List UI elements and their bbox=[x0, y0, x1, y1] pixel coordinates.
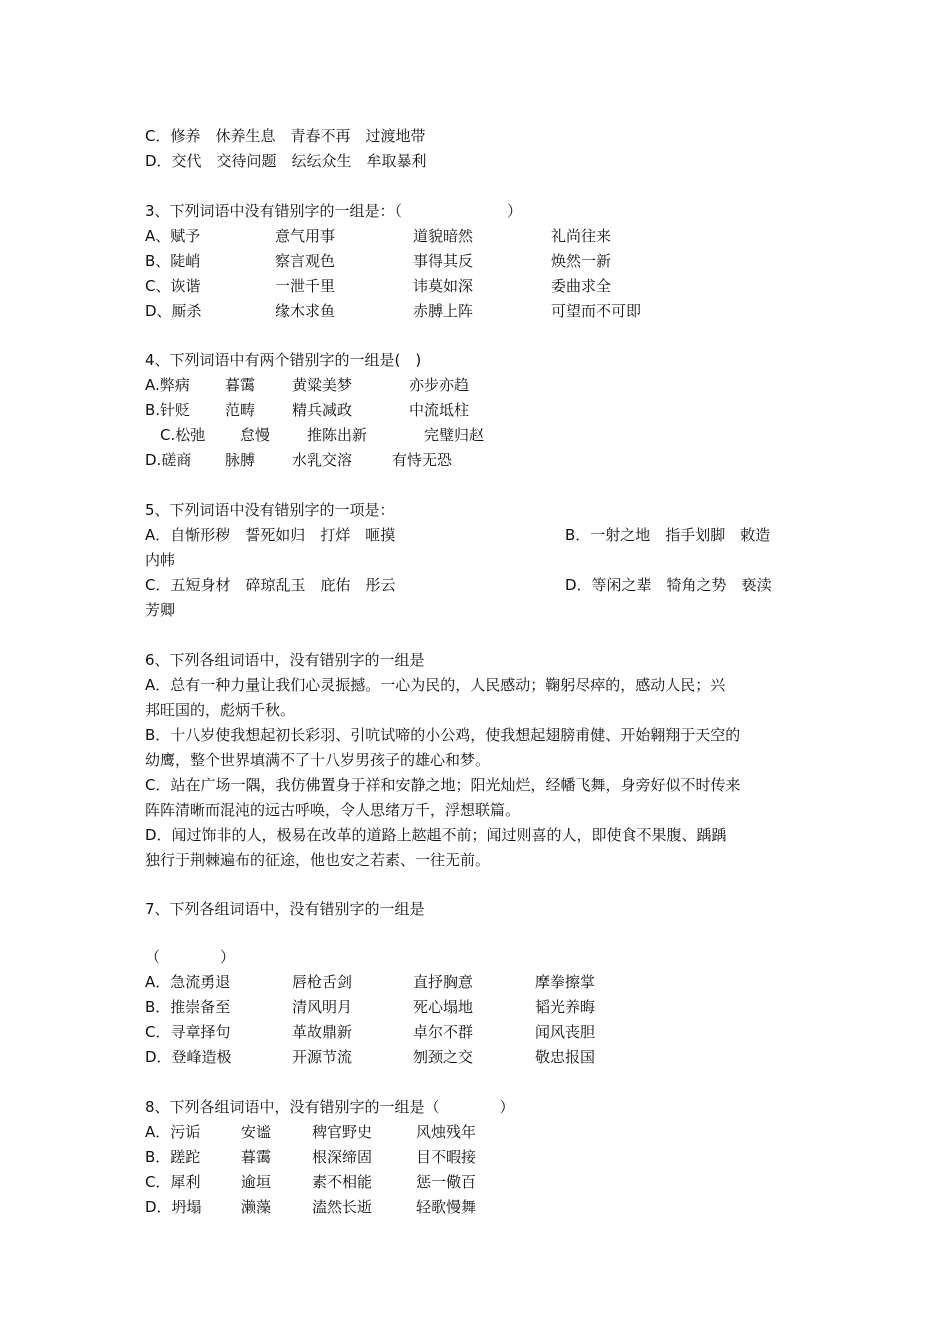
q8-b-w4: 目不暇接 bbox=[416, 1148, 477, 1166]
q4-c-w2: 怠慢 bbox=[240, 426, 271, 444]
q8-b-w3: 根深缔固 bbox=[312, 1148, 373, 1166]
q5-option-c: C．五短身材 碎琼乱玉 庇佑 彤云 bbox=[145, 576, 396, 594]
q3-c-w4: 委曲求全 bbox=[551, 277, 612, 295]
q7-a-w3: 直抒胸意 bbox=[413, 973, 474, 991]
q3-b-w2: 察言观色 bbox=[275, 252, 336, 270]
q8-c-w2: 逾垣 bbox=[241, 1173, 272, 1191]
q3-c-w2: 一泄千里 bbox=[275, 277, 336, 295]
q5-option-a: A．自惭形秽 誓死如归 打烊 咂摸 bbox=[145, 526, 396, 544]
q8-d-w4: 轻歌慢舞 bbox=[416, 1198, 477, 1216]
q4-d-w4: 有恃无恐 bbox=[392, 451, 453, 469]
q8-b-w1: B．蹉跎 bbox=[145, 1148, 201, 1166]
q7-b-w1: B．推崇备至 bbox=[145, 998, 231, 1016]
q5-option-b: B．一射之地 指手划脚 敕造 bbox=[565, 526, 771, 544]
q4-stem: 4、下列词语中有两个错别字的一组是( ) bbox=[145, 351, 422, 369]
q3-b-w4: 焕然一新 bbox=[551, 252, 612, 270]
q3-c-w1: C、诙谐 bbox=[145, 277, 201, 295]
q6-line-1: A．总有一种力量让我们心灵振撼。一心为民的，人民感动；鞠躬尽瘁的，感动人民；兴 bbox=[145, 676, 726, 694]
q6-line-6: 阵阵清晰而混沌的远古呼唤，令人思绪万千，浮想联篇。 bbox=[145, 801, 521, 819]
q7-a-w4: 摩拳擦掌 bbox=[535, 973, 596, 991]
q8-a-w4: 风烛残年 bbox=[416, 1123, 477, 1141]
q3-a-w1: A、赋予 bbox=[145, 227, 201, 245]
q6-line-2: 邦旺国的，彪炳千秋。 bbox=[145, 701, 296, 719]
q4-a-w1: A.弊病 bbox=[145, 376, 190, 394]
q8-stem: 8、下列各组词语中，没有错别字的一组是（ ） bbox=[145, 1098, 515, 1116]
q4-a-w2: 暮霭 bbox=[225, 376, 256, 394]
q8-a-w1: A．污诟 bbox=[145, 1123, 201, 1141]
q5-stem: 5、下列词语中没有错别字的一项是： bbox=[145, 501, 395, 519]
q7-b-w3: 死心塌地 bbox=[413, 998, 474, 1016]
q8-d-w2: 濑藻 bbox=[241, 1198, 272, 1216]
q5-option-d: D．等闲之辈 犄角之势 亵渎 bbox=[565, 576, 772, 594]
q8-c-w3: 素不相能 bbox=[312, 1173, 373, 1191]
q5-option-d-cont: 芳卿 bbox=[145, 601, 176, 619]
q3-d-w4: 可望而不可即 bbox=[551, 302, 642, 320]
q4-c-w1: C.松弛 bbox=[160, 426, 206, 444]
q8-d-w1: D．坍塌 bbox=[145, 1198, 202, 1216]
q6-line-7: D．闻过饰非的人，极易在改革的道路上趑趄不前；闻过则喜的人，即使食不果腹、踽踽 bbox=[145, 826, 727, 844]
q7-a-w2: 唇枪舌剑 bbox=[292, 973, 353, 991]
q2-option-d: D．交代 交待问题 纭纭众生 牟取暴利 bbox=[145, 152, 427, 170]
q7-c-w4: 闻风丧胆 bbox=[535, 1023, 596, 1041]
q7-d-w3: 刎颈之交 bbox=[413, 1048, 474, 1066]
q4-d-w1: D.磋商 bbox=[145, 451, 192, 469]
q3-d-w3: 赤膊上阵 bbox=[413, 302, 474, 320]
q3-c-w3: 讳莫如深 bbox=[413, 277, 474, 295]
q7-c-w2: 革故鼎新 bbox=[292, 1023, 353, 1041]
q7-answer-paren: （ ） bbox=[145, 948, 236, 966]
q3-b-w1: B、陡峭 bbox=[145, 252, 201, 270]
q4-a-w4: 亦步亦趋 bbox=[409, 376, 470, 394]
q5-option-b-cont: 内帏 bbox=[145, 551, 176, 569]
q3-d-w1: D、厮杀 bbox=[145, 302, 202, 320]
q7-c-w1: C．寻章择句 bbox=[145, 1023, 231, 1041]
q7-a-w1: A．急流勇退 bbox=[145, 973, 231, 991]
q7-c-w3: 卓尔不群 bbox=[413, 1023, 474, 1041]
q4-b-w1: B.针贬 bbox=[145, 401, 191, 419]
q8-c-w4: 惩一儆百 bbox=[416, 1173, 477, 1191]
q6-line-4: 幼鹰，整个世界填满不了十八岁男孩子的雄心和梦。 bbox=[145, 751, 491, 769]
q7-stem: 7、下列各组词语中，没有错别字的一组是 bbox=[145, 900, 425, 918]
q3-a-w2: 意气用事 bbox=[275, 227, 336, 245]
q3-a-w4: 礼尚往来 bbox=[551, 227, 612, 245]
q6-line-3: B．十八岁使我想起初长彩羽、引吭试啼的小公鸡，使我想起翅膀甫健、开始翱翔于天空的 bbox=[145, 726, 741, 744]
q6-line-8: 独行于荆棘遍布的征途，他也安之若素、一往无前。 bbox=[145, 851, 491, 869]
q4-d-w2: 脉膊 bbox=[225, 451, 256, 469]
q3-a-w3: 道貌暗然 bbox=[413, 227, 474, 245]
q7-b-w2: 清风明月 bbox=[292, 998, 353, 1016]
q4-d-w3: 水乳交溶 bbox=[292, 451, 353, 469]
q8-a-w3: 稗官野史 bbox=[312, 1123, 373, 1141]
q7-d-w4: 敬忠报国 bbox=[535, 1048, 596, 1066]
q6-stem: 6、下列各组词语中，没有错别字的一组是 bbox=[145, 651, 425, 669]
q7-b-w4: 韬光养晦 bbox=[535, 998, 596, 1016]
q8-d-w3: 溘然长逝 bbox=[312, 1198, 373, 1216]
q8-a-w2: 安谧 bbox=[241, 1123, 272, 1141]
q7-d-w1: D．登峰造极 bbox=[145, 1048, 232, 1066]
q4-c-w4: 完璧归赵 bbox=[424, 426, 485, 444]
q4-a-w3: 黄粱美梦 bbox=[292, 376, 353, 394]
q3-d-w2: 缘木求鱼 bbox=[275, 302, 336, 320]
q4-c-w3: 推陈出新 bbox=[307, 426, 368, 444]
q2-option-c: C．修养 休养生息 青春不再 过渡地带 bbox=[145, 127, 426, 145]
q4-b-w4: 中流坻柱 bbox=[409, 401, 470, 419]
q8-b-w2: 暮霭 bbox=[241, 1148, 272, 1166]
q3-stem: 3、下列词语中没有错别字的一组是：（ ） bbox=[145, 202, 523, 220]
q8-c-w1: C．犀利 bbox=[145, 1173, 201, 1191]
q3-b-w3: 事得其反 bbox=[413, 252, 474, 270]
q7-d-w2: 开源节流 bbox=[292, 1048, 353, 1066]
q4-b-w2: 范畴 bbox=[225, 401, 256, 419]
q4-b-w3: 精兵减政 bbox=[292, 401, 353, 419]
q6-line-5: C．站在广场一隅，我仿佛置身于祥和安静之地；阳光灿烂，经幡飞舞，身旁好似不时传来 bbox=[145, 776, 741, 794]
